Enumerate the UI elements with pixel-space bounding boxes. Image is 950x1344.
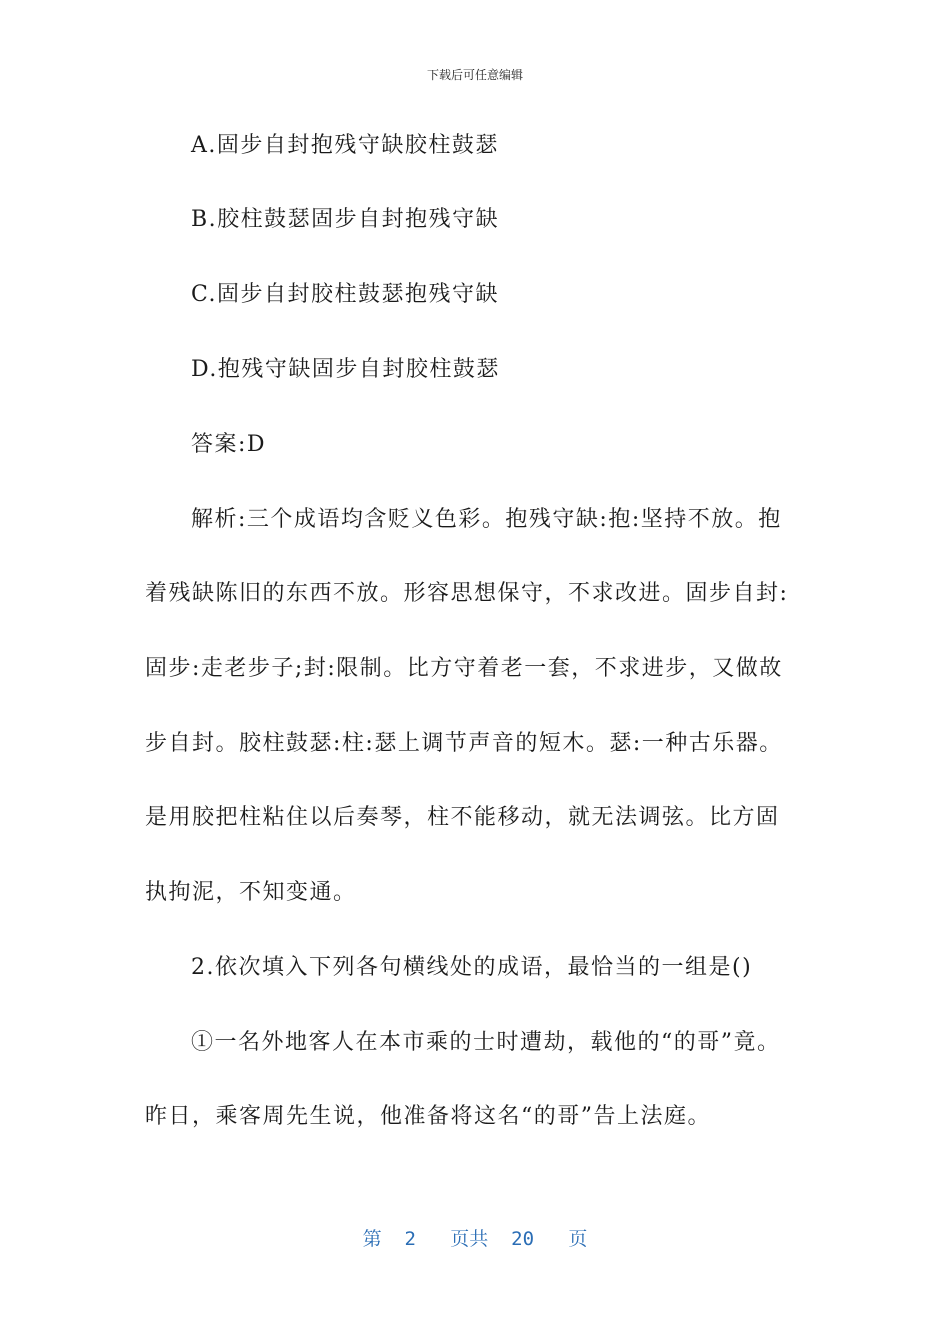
question-2-item-1-line-2: 昨日，乘客周先生说，他准备将这名“的哥”告上法庭。 [145, 1104, 711, 1129]
analysis-line-6: 执拘泥，不知变通。 [145, 880, 357, 905]
analysis-line-4: 步自封。胶柱鼓瑟:柱:瑟上调节声音的短木。瑟:一种古乐器。 [145, 731, 783, 756]
option-c: C.固步自封胶柱鼓瑟抱残守缺 [191, 282, 500, 307]
option-a: A.固步自封抱残守缺胶柱鼓瑟 [191, 133, 499, 158]
analysis-line-1: 解析:三个成语均含贬义色彩。抱残守缺:抱:坚持不放。抱 [191, 507, 782, 532]
page-footer: 第 2 页共 20 页 [362, 1228, 588, 1250]
option-d: D.抱残守缺固步自封胶柱鼓瑟 [191, 357, 500, 382]
page-header: 下载后可任意编辑 [426, 68, 523, 82]
answer-line: 答案:D [191, 432, 267, 457]
analysis-line-2: 着残缺陈旧的东西不放。形容思想保守，不求改进。固步自封: [145, 581, 789, 606]
analysis-line-5: 是用胶把柱粘住以后奏琴，柱不能移动，就无法调弦。比方固 [145, 805, 780, 830]
option-b: B.胶柱鼓瑟固步自封抱残守缺 [191, 207, 500, 232]
question-2-title: 2.依次填入下列各句横线处的成语，最恰当的一组是() [191, 955, 753, 980]
question-2-item-1-line-1: ①一名外地客人在本市乘的士时遭劫，载他的“的哥”竟。 [191, 1030, 781, 1055]
analysis-line-3: 固步:走老步子;封:限制。比方守着老一套，不求进步，又做故 [145, 656, 783, 681]
